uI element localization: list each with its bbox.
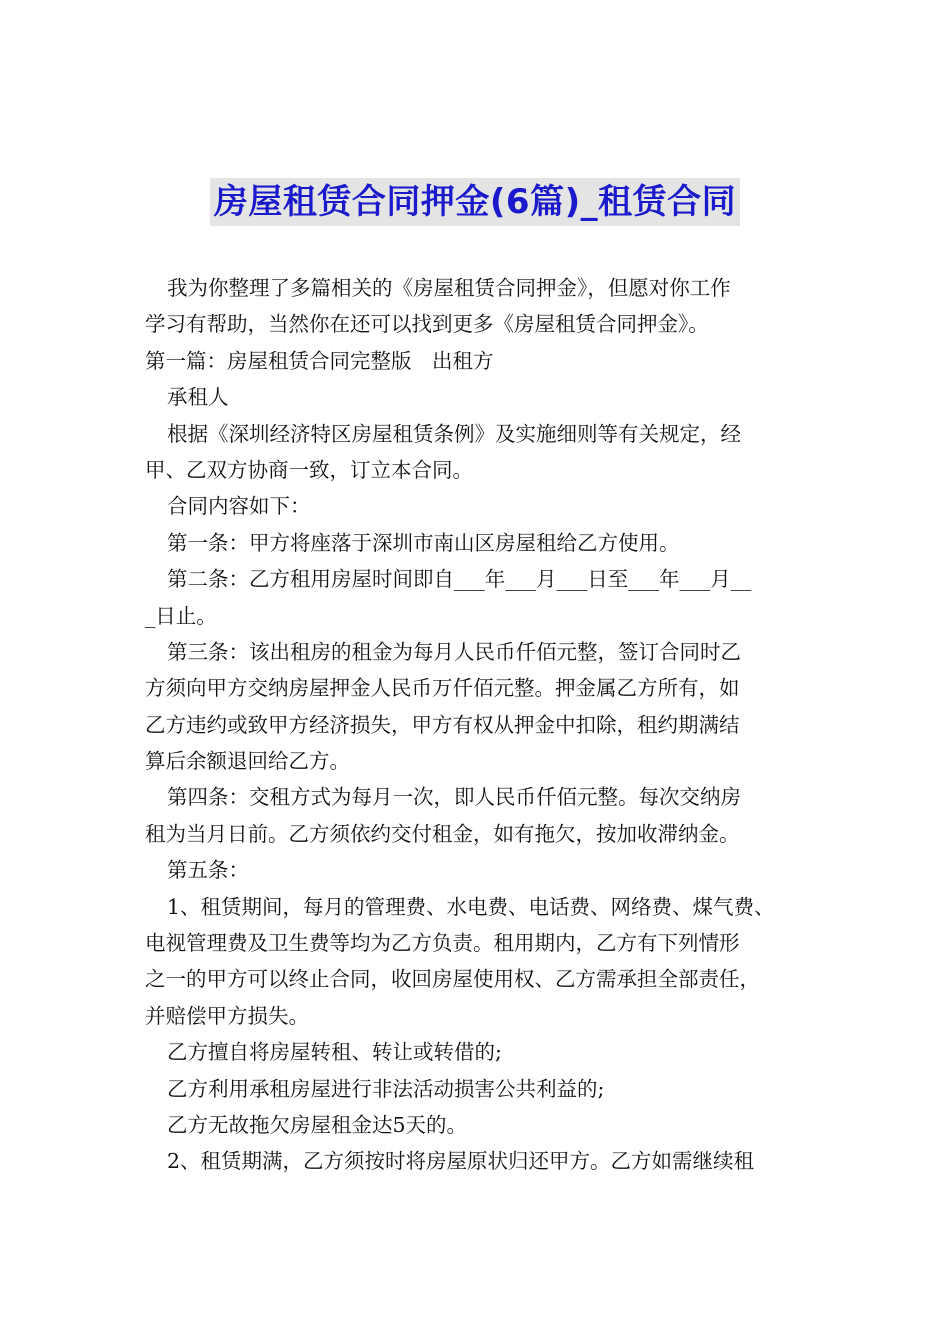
- paragraph-line: 第一篇：房屋租赁合同完整版 出租方: [145, 348, 494, 373]
- document-title: 房屋租赁合同押金(6篇)_租赁合同: [210, 178, 740, 226]
- document-body: [145, 270, 815, 1180]
- paragraph-line: 乙方利用承租房屋进行非法活动损害公共利益的;: [167, 1076, 605, 1101]
- paragraph-line: 甲、乙双方协商一致，订立本合同。: [145, 457, 473, 482]
- paragraph-line: 乙方擅自将房屋转租、转让或转借的;: [167, 1040, 502, 1065]
- paragraph-line: 第三条：该出租房的租金为每月人民币仟佰元整，签订合同时乙: [167, 639, 741, 664]
- paragraph-line: 第一条：甲方将座落于深圳市南山区房屋租给乙方使用。: [167, 530, 680, 555]
- paragraph-line: 第四条：交租方式为每月一次，即人民币仟佰元整。每次交纳房: [167, 785, 741, 810]
- paragraph-line: 租为当月日前。乙方须依约交付租金，如有拖欠，按加收滞纳金。: [145, 821, 740, 846]
- paragraph-line: 承租人: [167, 385, 229, 410]
- paragraph-line: 我为你整理了多篇相关的《房屋租赁合同押金》，但愿对你工作: [167, 276, 731, 300]
- paragraph-line: 并赔偿甲方损失。: [145, 1003, 309, 1028]
- paragraph-line: 乙方无故拖欠房屋租金达5天的。: [167, 1112, 468, 1137]
- paragraph-line: _日止。: [145, 603, 217, 628]
- paragraph-line: 第五条：: [167, 858, 249, 883]
- paragraph-line: 合同内容如下：: [167, 494, 311, 519]
- paragraph-line: 算后余额退回给乙方。: [145, 749, 350, 774]
- paragraph-line: 乙方违约或致甲方经济损失，甲方有权从押金中扣除，租约期满结: [145, 712, 740, 737]
- paragraph-line: 学习有帮助，当然你在还可以找到更多《房屋租赁合同押金》。: [145, 312, 709, 337]
- paragraph-line: 电视管理费及卫生费等均为乙方负责。租用期内，乙方有下列情形: [145, 931, 740, 956]
- paragraph-line: 第二条：乙方租用房屋时间即自___年___月___日至___年___月__: [167, 567, 752, 592]
- paragraph-line: 之一的甲方可以终止合同，收回房屋使用权、乙方需承担全部责任，: [145, 967, 760, 992]
- paragraph-line: 2、租赁期满，乙方须按时将房屋原状归还甲方。乙方如需继续租: [167, 1149, 755, 1174]
- paragraph-line: 1、租赁期间，每月的管理费、水电费、电话费、网络费、煤气费、: [167, 894, 775, 919]
- paragraph-line: 根据《深圳经济特区房屋租赁条例》及实施细则等有关规定，经: [167, 421, 741, 446]
- paragraph-line: 方须向甲方交纳房屋押金人民币万仟佰元整。押金属乙方所有，如: [145, 676, 740, 701]
- title-container: [0, 178, 950, 226]
